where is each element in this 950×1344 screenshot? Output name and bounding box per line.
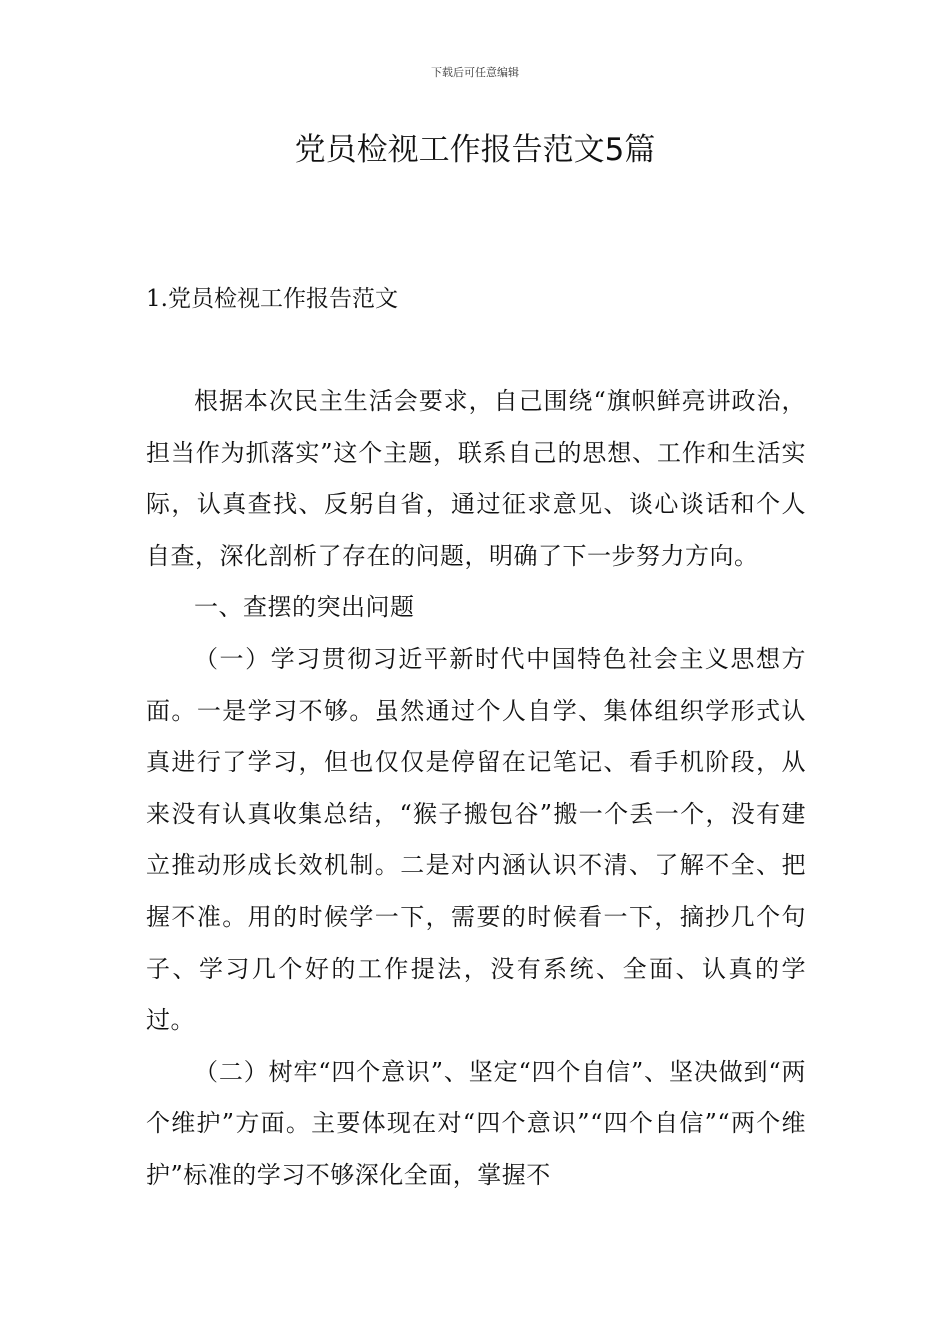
document-title: 党员检视工作报告范文5篇 (294, 132, 656, 168)
section-heading: 1.党员检视工作报告范文 (146, 286, 398, 312)
header-note: 下载后可任意编辑 (431, 66, 519, 79)
paragraph-heading-problems: 一、查摆的突出问题 (194, 593, 415, 622)
document-body (146, 376, 806, 1202)
paragraph-awareness: （二）树牢“四个意识”、坚定“四个自信”、坚决做到“两个维护”方面。主要体现在对“四个意识”“四个自信”“两个维护”标准的学习不够深化全面，掌握不 (146, 1057, 806, 1189)
paragraph-intro: 根据本次民主生活会要求，自己围绕“旗帜鲜亮讲政治，担当作为抓落实”这个主题，联系自己的思想、工作和生活实际，认真查找、反躬自省，通过征求意见、谈心谈话和个人自查，深化剖析了存在的问题，明确了下一步努力方向。 (146, 387, 806, 570)
paragraph-study: （一）学习贯彻习近平新时代中国特色社会主义思想方面。一是学习不够。虽然通过个人自学、集体组织学形式认真进行了学习，但也仅仅是停留在记笔记、看手机阶段，从来没有认真收集总结，“猴子搬包谷”搬一个丢一个，没有建立推动形成长效机制。二是对内涵认识不清、了解不全、把握不准。用的时候学一下，需要的时候看一下，摘抄几个句子、学习几个好的工作提法，没有系统、全面、认真的学过。 (146, 644, 806, 1035)
